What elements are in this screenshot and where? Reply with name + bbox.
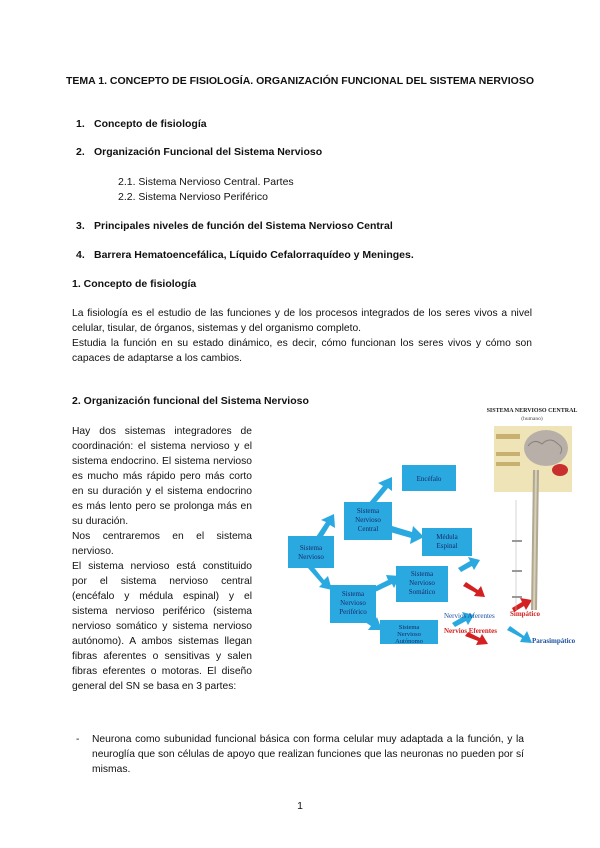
page-number: 1 bbox=[297, 800, 303, 812]
box-somatico bbox=[396, 566, 448, 602]
section-2-paragraph-2: Nos centraremos en el sistema nervioso. bbox=[72, 531, 252, 557]
label-nervios-aferentes: Nervios Aferentes bbox=[444, 612, 495, 620]
box-autonomo-line-2: Nervioso bbox=[397, 631, 421, 638]
box-medula-line-1: Médula bbox=[436, 533, 458, 541]
bullet-dash: - bbox=[76, 734, 80, 745]
illustration-tick-3 bbox=[512, 596, 522, 598]
section-1-paragraph bbox=[72, 306, 532, 366]
box-snp-line-3: Periférico bbox=[339, 608, 367, 616]
box-snp-line-1: Sistema bbox=[341, 590, 365, 598]
section-1-heading: 1. Concepto de fisiología bbox=[72, 278, 197, 290]
label-simpatico: Simpático bbox=[510, 610, 540, 618]
arrow-snc-to-encefalo bbox=[368, 477, 392, 506]
bullet-item-1 bbox=[76, 732, 524, 777]
box-snp bbox=[330, 585, 376, 623]
illustration-label-bar-1 bbox=[496, 434, 520, 439]
box-snc-line-3: Central bbox=[357, 525, 379, 533]
illustration-label-bar-3 bbox=[496, 462, 520, 466]
toc-item-3: 3. Principales niveles de función del Sistema Nervioso Central bbox=[76, 220, 393, 232]
toc-item-2: 2. Organización Funcional del Sistema Nervioso bbox=[76, 146, 323, 158]
section-1-text-b: Estudia la función en su estado dinámico, es decir, cómo funcionan los seres vivos y cómo son capaces de adaptarse a los cambios. bbox=[72, 338, 532, 364]
arrow-somatico-out-red bbox=[463, 582, 485, 597]
box-autonomo-line-3: Autónomo bbox=[395, 638, 423, 645]
illustration-subtitle: (humano) bbox=[521, 416, 543, 422]
illustration-title: SISTEMA NERVIOSO CENTRAL bbox=[486, 408, 578, 414]
box-autonomo-line-1: Sistema bbox=[398, 624, 420, 631]
arrow-snc-to-medula bbox=[390, 526, 424, 544]
toc-subitem-2-2: 2.2. Sistema Nervioso Periférico bbox=[118, 191, 268, 203]
label-nervios-eferentes: Nervios Eferentes bbox=[444, 627, 497, 635]
box-snc-line-1: Sistema bbox=[356, 507, 380, 515]
section-2-paragraph-3: El sistema nervioso está constituido por el sistema nervioso central (encéfalo y médula espinal) y el sistema nervioso periférico (sistema nervioso somático y sistema nervioso autónomo). A ambos sistemas llegan fibras aferentes o sensitivas y salen fibras eferentes o motoras. El diseño general del SN se basa en 3 partes: bbox=[72, 561, 252, 692]
box-sistema-nervioso-line-2: Nervioso bbox=[298, 553, 324, 561]
toc-subitem-2-1: 2.1. Sistema Nervioso Central. Partes bbox=[118, 176, 294, 188]
box-sistema-nervioso bbox=[288, 536, 334, 568]
section-2-column-text bbox=[72, 424, 252, 694]
illustration-label-bar-2 bbox=[496, 452, 520, 456]
box-somatico-line-1: Sistema bbox=[410, 570, 434, 578]
box-snc-line-2: Nervioso bbox=[355, 516, 381, 524]
arrow-somatico-in bbox=[458, 557, 480, 572]
box-autonomo bbox=[380, 620, 438, 645]
toc-item-4: 4. Barrera Hematoencefálica, Líquido Cefalorraquídeo y Meninges. bbox=[76, 249, 414, 261]
box-encefalo-label: Encéfalo bbox=[416, 475, 442, 483]
box-somatico-line-3: Somático bbox=[408, 588, 436, 596]
arrow-sn-to-snp bbox=[308, 565, 332, 590]
arrow-to-parasimpatico bbox=[507, 626, 532, 643]
bullet-item-1-text: Neurona como subunidad funcional básica con forma celular muy adaptada a la función, y la neuroglía que son células de apoyo que realizan funciones que las neuronas no pueden por sí mismas. bbox=[92, 734, 524, 775]
box-somatico-line-2: Nervioso bbox=[409, 579, 435, 587]
section-1-text-a: La fisiología es el estudio de las funciones y de los procesos integrados de los seres vivos a nivel celular, tisular, de órganos, sistemas y del organismo completo. bbox=[72, 308, 532, 334]
cerebellum-shape bbox=[552, 464, 568, 476]
section-2-heading: 2. Organización funcional del Sistema Nervioso bbox=[72, 395, 309, 407]
arrow-snp-to-somatico bbox=[372, 575, 400, 592]
box-medula bbox=[422, 528, 472, 556]
illustration-tick-2 bbox=[512, 570, 522, 572]
section-2-paragraph-1: Hay dos sistemas integradores de coordinación: el sistema nervioso y el sistema endocrino. El sistema nervioso es mucho más rápido pero más corto en su duración y el sistema endocrino es más lento pero se prolonga más en su duración. bbox=[72, 426, 252, 527]
box-snp-line-2: Nervioso bbox=[340, 599, 366, 607]
cns-illustration bbox=[487, 408, 578, 610]
label-parasimpatico: Parasimpático bbox=[532, 637, 576, 645]
illustration-tick-1 bbox=[512, 540, 522, 542]
nervous-system-diagram bbox=[284, 408, 578, 645]
box-snc bbox=[344, 502, 392, 540]
box-medula-line-2: Espinal bbox=[436, 542, 458, 550]
box-encefalo bbox=[402, 465, 456, 491]
document-title: TEMA 1. CONCEPTO DE FISIOLOGÍA. ORGANIZACIÓN FUNCIONAL DEL SISTEMA NERVIOSO bbox=[65, 75, 535, 87]
box-sistema-nervioso-line-1: Sistema bbox=[299, 544, 323, 552]
toc-item-1: 1. Concepto de fisiología bbox=[76, 118, 207, 130]
